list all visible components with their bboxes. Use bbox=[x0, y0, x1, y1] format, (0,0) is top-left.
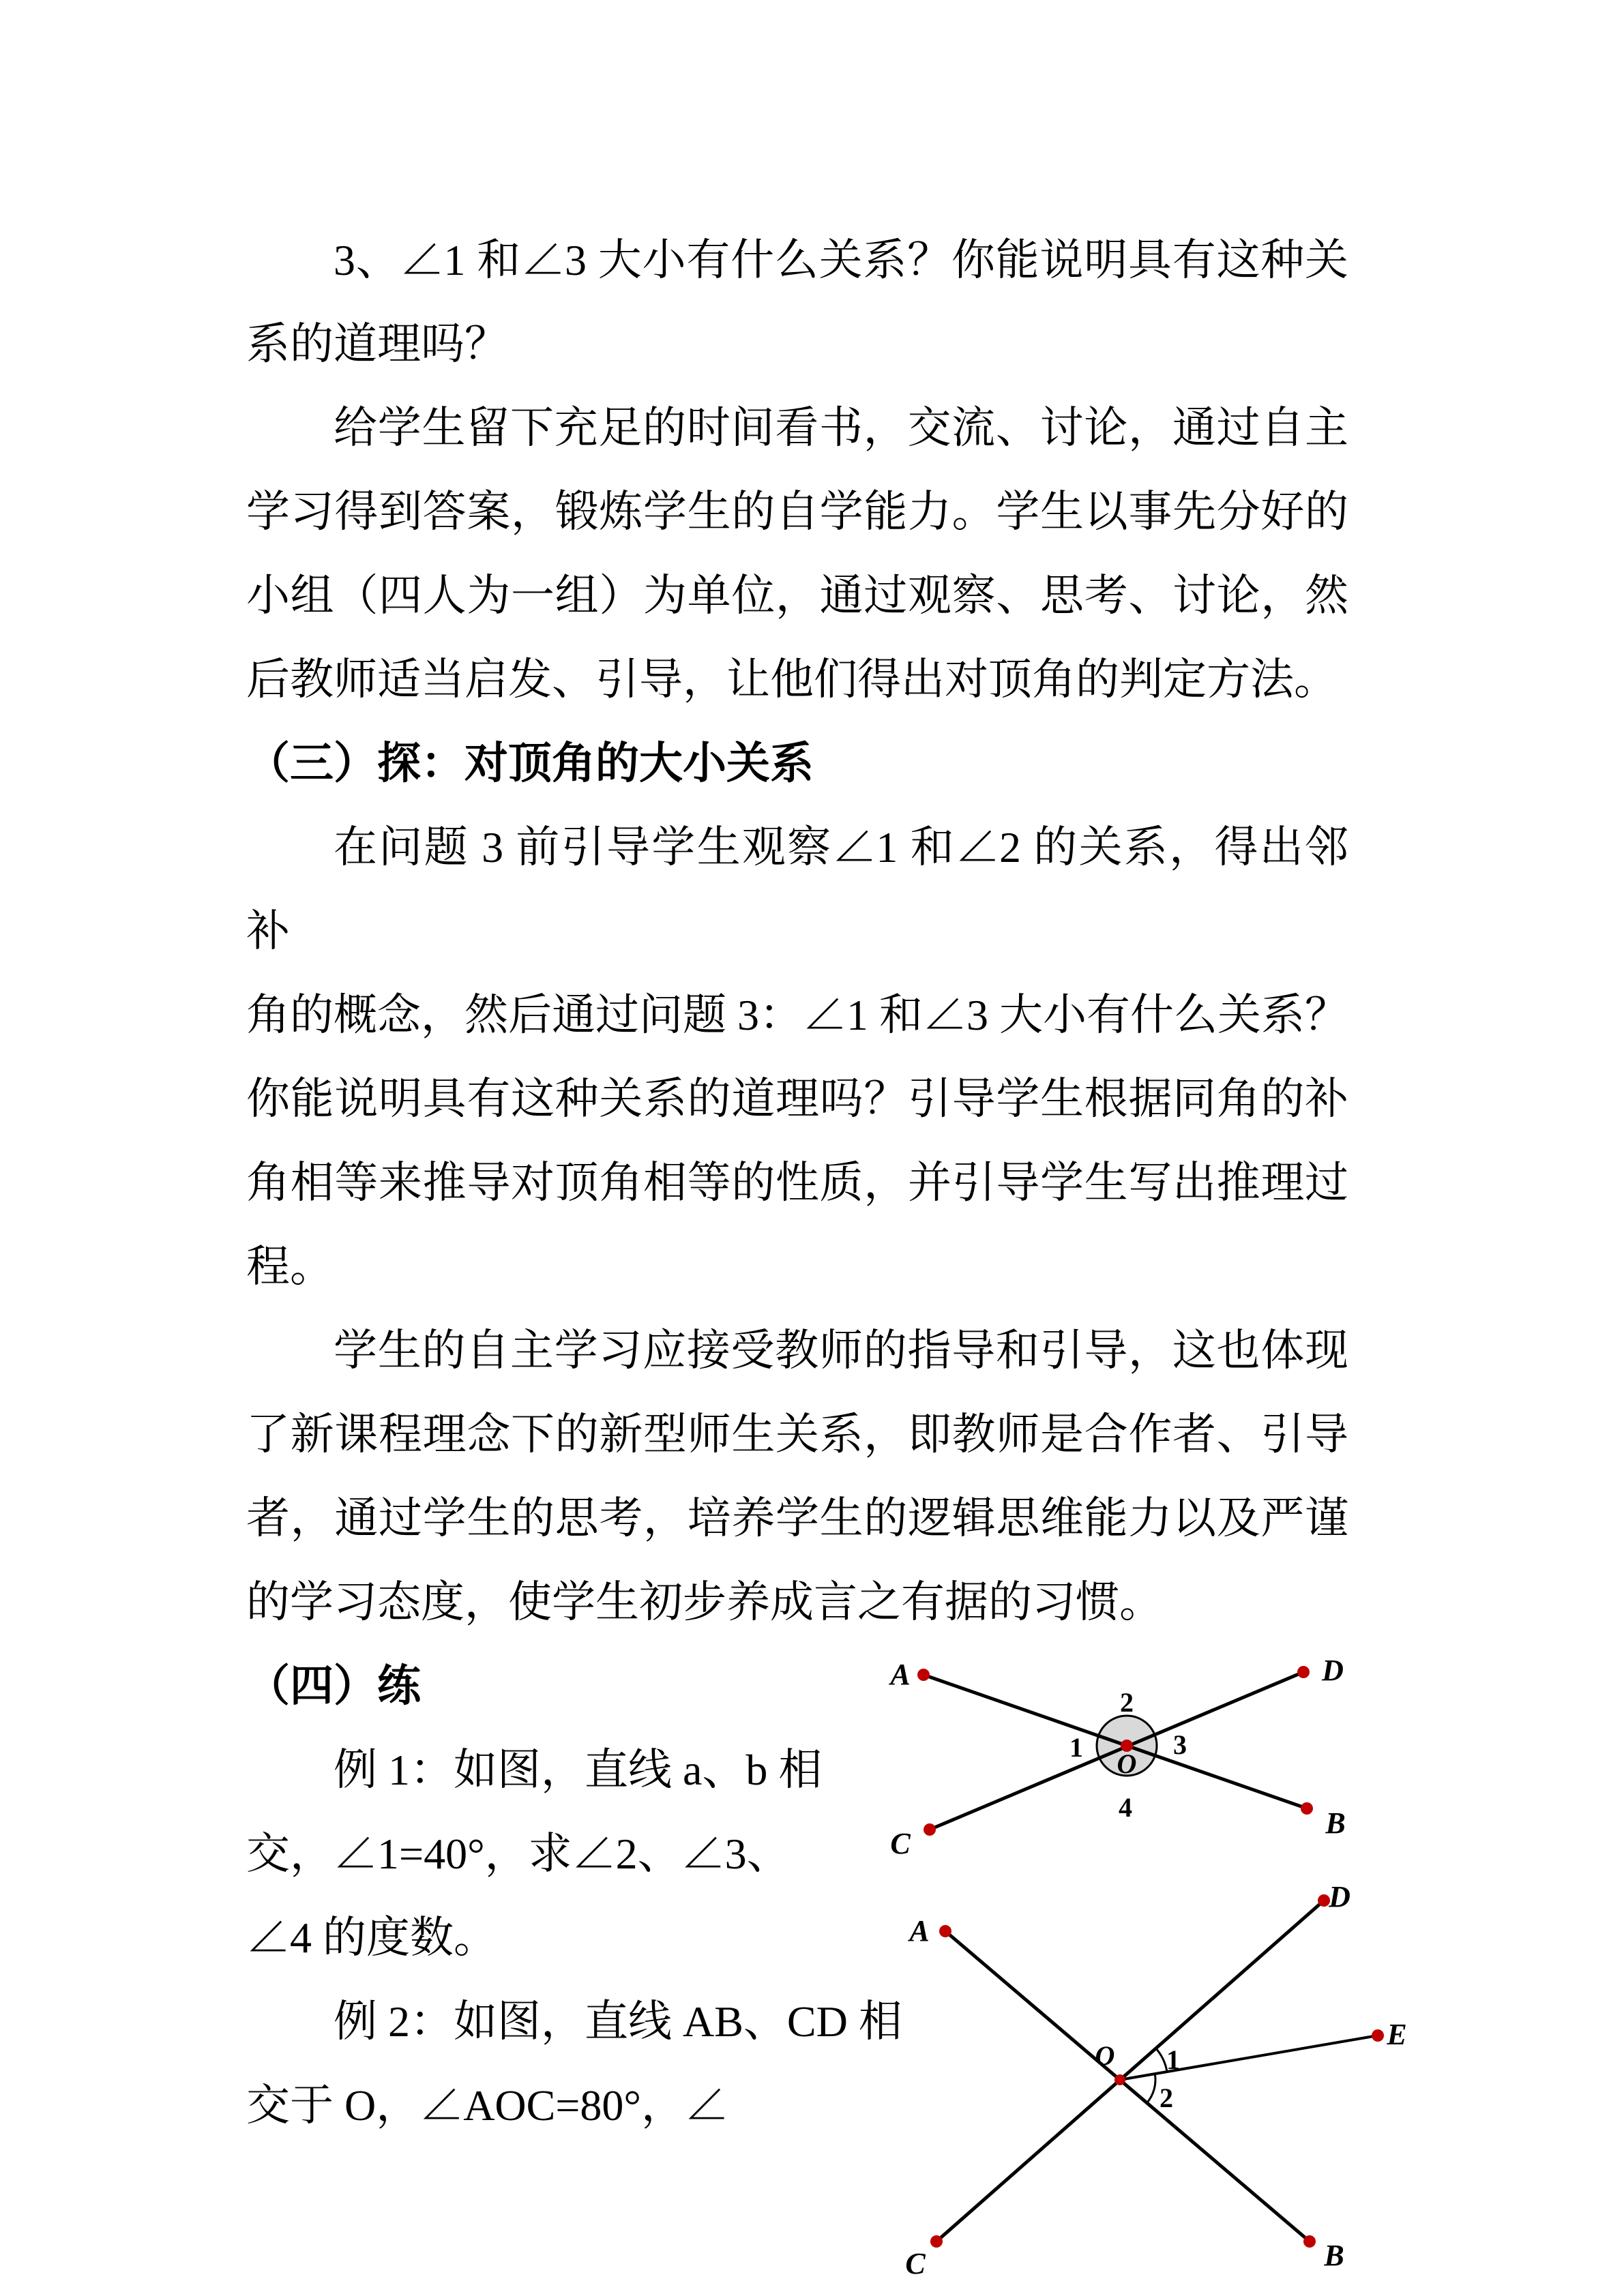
example2-line2: 交于 O，∠AOC=80°，∠ bbox=[246, 2081, 729, 2130]
para-teacher-line1: 学生的自主学习应接受教师的指导和引导，这也体现 bbox=[334, 1326, 1348, 1375]
point-d-label: D bbox=[1329, 1882, 1350, 1913]
point-b-dot bbox=[1301, 1802, 1313, 1815]
angle-2-label: 2 bbox=[1120, 1687, 1134, 1718]
point-a-dot bbox=[917, 1669, 930, 1681]
para-guide-line3: 你能说明具有这种关系的道理吗？引导学生根据同角的补 bbox=[246, 1075, 1348, 1123]
point-b-dot bbox=[1303, 2235, 1316, 2248]
point-c-label: C bbox=[905, 2247, 926, 2280]
section-heading-practice: （四）练 bbox=[246, 1661, 421, 1710]
para-teacher-line4: 的学习态度，使学生初步养成言之有据的习惯。 bbox=[246, 1578, 1163, 1626]
example2-line1: 例 2：如图，直线 AB、CD 相 bbox=[334, 1997, 902, 2046]
point-a-dot bbox=[939, 1925, 951, 1937]
point-o-label: O bbox=[1117, 1748, 1137, 1779]
para-guide-line1: 在问题 3 前引导学生观察∠1 和∠2 的关系，得出邻补 bbox=[246, 823, 1348, 955]
point-c-dot bbox=[924, 1823, 936, 1836]
point-a-label: A bbox=[890, 1658, 911, 1691]
ray-o-to-e bbox=[1120, 2036, 1378, 2080]
para-guide-line4: 角相等来推导对顶角相等的性质，并引导学生写出推理过 bbox=[246, 1159, 1348, 1207]
figure-example2-intersecting-lines bbox=[887, 1882, 1426, 2284]
para-question3-line1: 3、∠1 和∠3 大小有什么关系？你能说明具有这种关 bbox=[334, 236, 1348, 284]
angle-1-label: 1 bbox=[1069, 1732, 1083, 1763]
example1-line2: 交，∠1=40°，求∠2、∠3、 bbox=[246, 1830, 791, 1878]
point-b-label: B bbox=[1325, 1806, 1346, 1840]
point-o-dot bbox=[1114, 2074, 1125, 2085]
angle-2-label: 2 bbox=[1160, 2083, 1173, 2113]
para-selfstudy-line3: 小组（四人为一组）为单位，通过观察、思考、讨论，然 bbox=[246, 571, 1348, 620]
point-d-label: D bbox=[1322, 1654, 1344, 1687]
para-guide-line5: 程。 bbox=[246, 1242, 334, 1291]
angle-1-arc bbox=[1156, 2048, 1167, 2072]
point-a-label: A bbox=[909, 1914, 930, 1948]
line-c-to-d bbox=[936, 1900, 1324, 2241]
angle-2-arc bbox=[1147, 2074, 1155, 2103]
point-e-dot bbox=[1372, 2029, 1384, 2042]
point-o-label: O bbox=[1095, 2040, 1115, 2071]
line-a-to-b bbox=[945, 1931, 1310, 2241]
angle-1-label: 1 bbox=[1166, 2044, 1180, 2075]
point-c-dot bbox=[930, 2235, 943, 2248]
para-selfstudy-line1: 给学生留下充足的时间看书，交流、讨论，通过自主 bbox=[334, 404, 1348, 452]
point-b-label: B bbox=[1324, 2239, 1344, 2272]
para-teacher-line2: 了新课程理念下的新型师生关系，即教师是合作者、引导 bbox=[246, 1410, 1348, 1459]
example1-line1: 例 1：如图，直线 a、b 相 bbox=[334, 1746, 823, 1794]
para-teacher-line3: 者，通过学生的思考，培养学生的逻辑思维能力以及严谨 bbox=[246, 1494, 1348, 1542]
para-selfstudy-line4: 后教师适当启发、引导，让他们得出对顶角的判定方法。 bbox=[246, 655, 1338, 704]
para-question3-line2: 系的道理吗？ bbox=[246, 320, 508, 368]
example1-line3: ∠4 的度数。 bbox=[246, 1913, 497, 1962]
angle-4-label: 4 bbox=[1119, 1792, 1132, 1823]
point-e-label: E bbox=[1387, 2018, 1407, 2051]
figure-example1-vertical-angles bbox=[873, 1637, 1412, 1872]
para-selfstudy-line2: 学习得到答案，锻炼学生的自学能力。学生以事先分好的 bbox=[246, 488, 1348, 536]
para-guide-line2: 角的概念，然后通过问题 3：∠1 和∠3 大小有什么关系？ bbox=[246, 991, 1348, 1039]
angle-3-label: 3 bbox=[1173, 1729, 1187, 1760]
section-heading-explore: （三）探：对顶角的大小关系 bbox=[246, 739, 814, 788]
point-c-label: C bbox=[890, 1827, 911, 1860]
point-d-dot bbox=[1297, 1666, 1310, 1678]
